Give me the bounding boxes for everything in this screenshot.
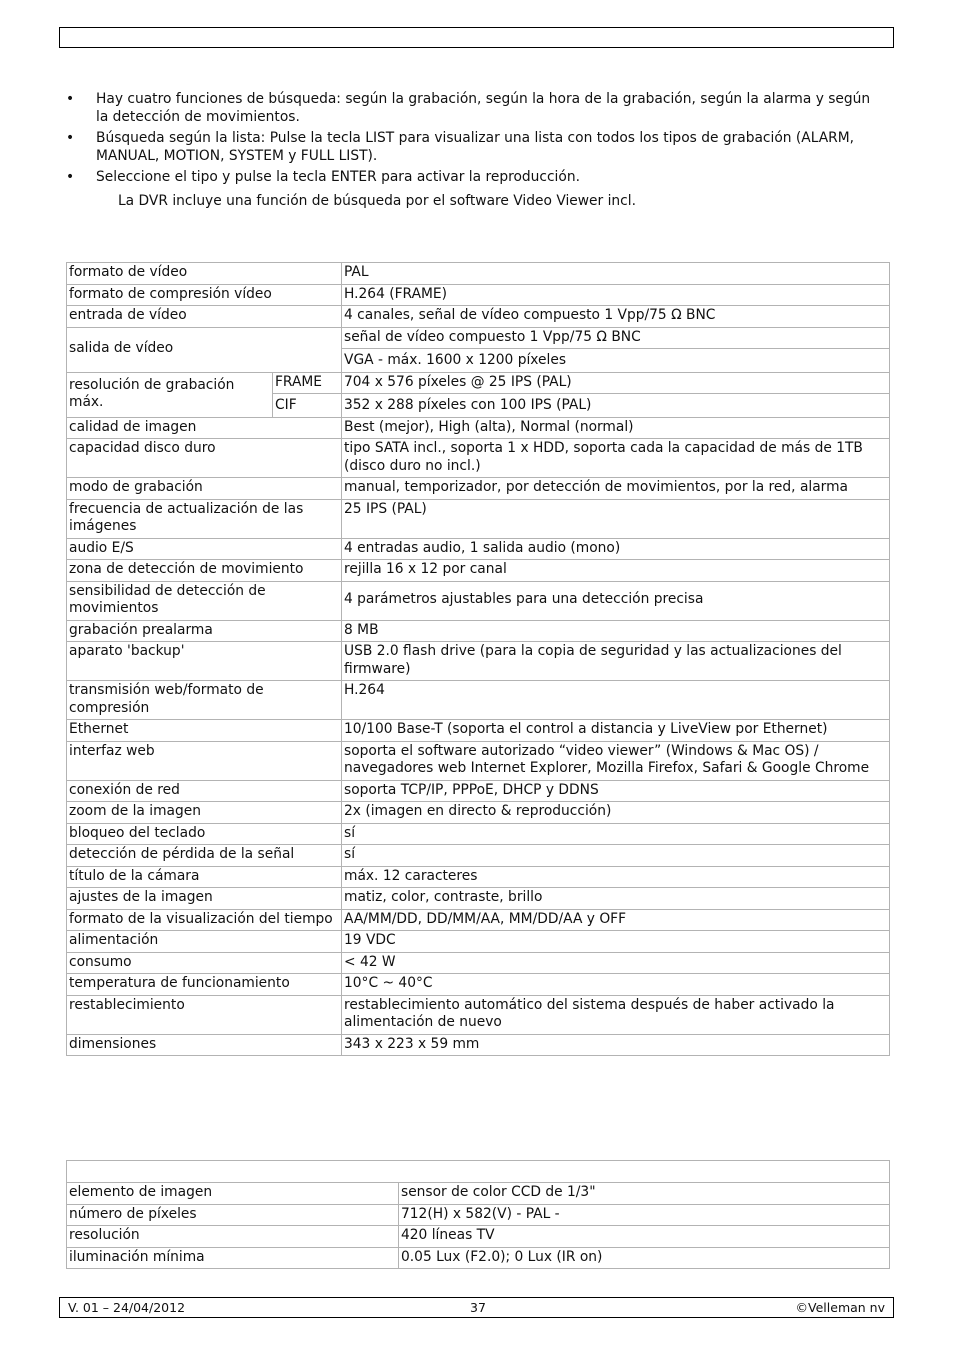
table-row [67, 909, 890, 931]
page-header-box [59, 27, 894, 48]
spec-value: AA/MM/DD, DD/MM/AA, MM/DD/AA y OFF [342, 909, 890, 931]
table-row [67, 642, 890, 681]
spec-label: título de la cámara [67, 866, 342, 888]
spec-label: formato de compresión vídeo [67, 284, 342, 306]
spec-label: sensibilidad de detección de movimientos [67, 581, 342, 620]
table-row [67, 439, 890, 478]
spec-label: detección de pérdida de la señal [67, 845, 342, 867]
table-row [67, 823, 890, 845]
footer-version: V. 01 – 24/04/2012 [68, 1300, 186, 1315]
camera-table-header [67, 1161, 890, 1183]
spec-label: ajustes de la imagen [67, 888, 342, 910]
table-row [67, 866, 890, 888]
spec-label: dimensiones [67, 1034, 342, 1056]
table-row [67, 1034, 890, 1056]
bullet-icon: • [66, 169, 75, 185]
table-row [67, 263, 890, 285]
spec-label: audio E/S [67, 538, 342, 560]
bullet-icon: • [66, 91, 75, 107]
spec-label: entrada de vídeo [67, 306, 342, 328]
table-row [67, 499, 890, 538]
spec-value: soporta TCP/IP, PPPoE, DHCP y DDNS [342, 780, 890, 802]
spec-label: resolución de grabación máx. [67, 372, 273, 417]
spec-value: 4 parámetros ajustables para una detección precisa [342, 581, 890, 620]
spec-value: 0.05 Lux (F2.0); 0 Lux (IR on) [399, 1247, 890, 1269]
spec-label: transmisión web/formato de compresión [67, 681, 342, 720]
table-row [67, 581, 890, 620]
table-row [67, 802, 890, 824]
spec-value: rejilla 16 x 12 por canal [342, 560, 890, 582]
table-row [67, 327, 890, 372]
spec-label: salida de vídeo [67, 327, 342, 372]
spec-value: sensor de color CCD de 1/3" [399, 1183, 890, 1205]
spec-value: 4 entradas audio, 1 salida audio (mono) [342, 538, 890, 560]
spec-value: 420 líneas TV [399, 1226, 890, 1248]
spec-value: soporta el software autorizado “video viewer” (Windows & Mac OS) / navegadores web Internet Explorer, Mozilla Firefox, Safari & Google Chrome [342, 741, 890, 780]
footer-copyright: ©Velleman nv [795, 1300, 885, 1315]
bullet-text: Seleccione el tipo y pulse la tecla ENTER para activar la reproducción. [96, 169, 580, 185]
spec-label: interfaz web [67, 741, 342, 780]
table-row [67, 1183, 890, 1205]
search-functions-list [66, 91, 876, 191]
spec-label: frecuencia de actualización de las imágenes [67, 499, 342, 538]
page-footer [59, 1297, 894, 1318]
table-row [67, 478, 890, 500]
table-row [67, 538, 890, 560]
video-viewer-note: La DVR incluye una función de búsqueda por el software Video Viewer incl. [118, 193, 636, 209]
table-row [67, 681, 890, 720]
table-row [67, 888, 890, 910]
table-row [67, 372, 890, 417]
spec-value: máx. 12 caracteres [342, 866, 890, 888]
spec-label: Ethernet [67, 720, 342, 742]
spec-sublabel [273, 372, 342, 417]
bullet-text: Búsqueda según la lista: Pulse la tecla LIST para visualizar una lista con todos los tipos de grabación (ALARM, MANUAL, MOTION, SYSTEM y FULL LIST). [96, 130, 855, 164]
spec-value [342, 372, 890, 417]
table-row [67, 1247, 890, 1269]
spec-label: número de píxeles [67, 1204, 399, 1226]
spec-value: 4 canales, señal de vídeo compuesto 1 Vpp/75 Ω BNC [342, 306, 890, 328]
table-row [67, 1226, 890, 1248]
table-row [67, 931, 890, 953]
spec-value: H.264 (FRAME) [342, 284, 890, 306]
list-item [66, 130, 876, 165]
list-item [66, 169, 876, 187]
spec-value: sí [342, 823, 890, 845]
table-header-row [67, 1161, 890, 1183]
spec-value: Best (mejor), High (alta), Normal (normal) [342, 417, 890, 439]
camera-spec-table [66, 1160, 890, 1269]
table-row [67, 1204, 890, 1226]
spec-label: zona de detección de movimiento [67, 560, 342, 582]
table-row [67, 952, 890, 974]
spec-value: 2x (imagen en directo & reproducción) [342, 802, 890, 824]
spec-label: aparato 'backup' [67, 642, 342, 681]
spec-label: grabación prealarma [67, 620, 342, 642]
table-row [67, 845, 890, 867]
spec-label: elemento de imagen [67, 1183, 399, 1205]
spec-subvalue: VGA - máx. 1600 x 1200 píxeles [342, 348, 889, 370]
table-row [67, 306, 890, 328]
spec-value: manual, temporizador, por detección de movimientos, por la red, alarma [342, 478, 890, 500]
spec-label: alimentación [67, 931, 342, 953]
spec-value: 343 x 223 x 59 mm [342, 1034, 890, 1056]
spec-value: 712(H) x 582(V) - PAL - [399, 1204, 890, 1226]
spec-label: formato de vídeo [67, 263, 342, 285]
spec-value: 10/100 Base-T (soporta el control a distancia y LiveView por Ethernet) [342, 720, 890, 742]
dvr-spec-table [66, 262, 890, 1056]
table-row [67, 995, 890, 1034]
spec-label: resolución [67, 1226, 399, 1248]
spec-value: sí [342, 845, 890, 867]
list-item [66, 91, 876, 126]
table-row [67, 417, 890, 439]
spec-label: zoom de la imagen [67, 802, 342, 824]
spec-label: calidad de imagen [67, 417, 342, 439]
spec-sublabel-frame: FRAME [275, 373, 323, 390]
spec-value: 8 MB [342, 620, 890, 642]
spec-subvalue: señal de vídeo compuesto 1 Vpp/75 Ω BNC [344, 328, 641, 345]
spec-label: restablecimiento [67, 995, 342, 1034]
table-row [67, 560, 890, 582]
spec-value: 10°C ~ 40°C [342, 974, 890, 996]
spec-label: formato de la visualización del tiempo [67, 909, 342, 931]
table-row [67, 620, 890, 642]
spec-label: consumo [67, 952, 342, 974]
table-row [67, 780, 890, 802]
spec-value: PAL [342, 263, 890, 285]
spec-value [342, 327, 890, 372]
table-row [67, 284, 890, 306]
spec-value: matiz, color, contraste, brillo [342, 888, 890, 910]
page-number: 37 [470, 1300, 486, 1315]
spec-subvalue: 352 x 288 píxeles con 100 IPS (PAL) [342, 393, 889, 415]
spec-sublabel-cif: CIF [273, 393, 341, 415]
spec-label: temperatura de funcionamiento [67, 974, 342, 996]
spec-value: USB 2.0 flash drive (para la copia de seguridad y las actualizaciones del firmware) [342, 642, 890, 681]
bullet-icon: • [66, 130, 75, 146]
spec-value: < 42 W [342, 952, 890, 974]
table-row [67, 720, 890, 742]
spec-label: modo de grabación [67, 478, 342, 500]
spec-value: 25 IPS (PAL) [342, 499, 890, 538]
spec-value: restablecimiento automático del sistema después de haber activado la alimentación de nuevo [342, 995, 890, 1034]
spec-value: H.264 [342, 681, 890, 720]
spec-label: iluminación mínima [67, 1247, 399, 1269]
table-row [67, 974, 890, 996]
spec-subvalue: 704 x 576 píxeles @ 25 IPS (PAL) [344, 373, 572, 390]
spec-label: conexión de red [67, 780, 342, 802]
table-row [67, 741, 890, 780]
spec-label: bloqueo del teclado [67, 823, 342, 845]
spec-value: 19 VDC [342, 931, 890, 953]
bullet-text: Hay cuatro funciones de búsqueda: según la grabación, según la hora de la grabación, según la alarma y según la detección de movimientos. [96, 91, 871, 125]
spec-value: tipo SATA incl., soporta 1 x HDD, soporta cada la capacidad de más de 1TB (disco duro no incl.) [342, 439, 890, 478]
spec-label: capacidad disco duro [67, 439, 342, 478]
